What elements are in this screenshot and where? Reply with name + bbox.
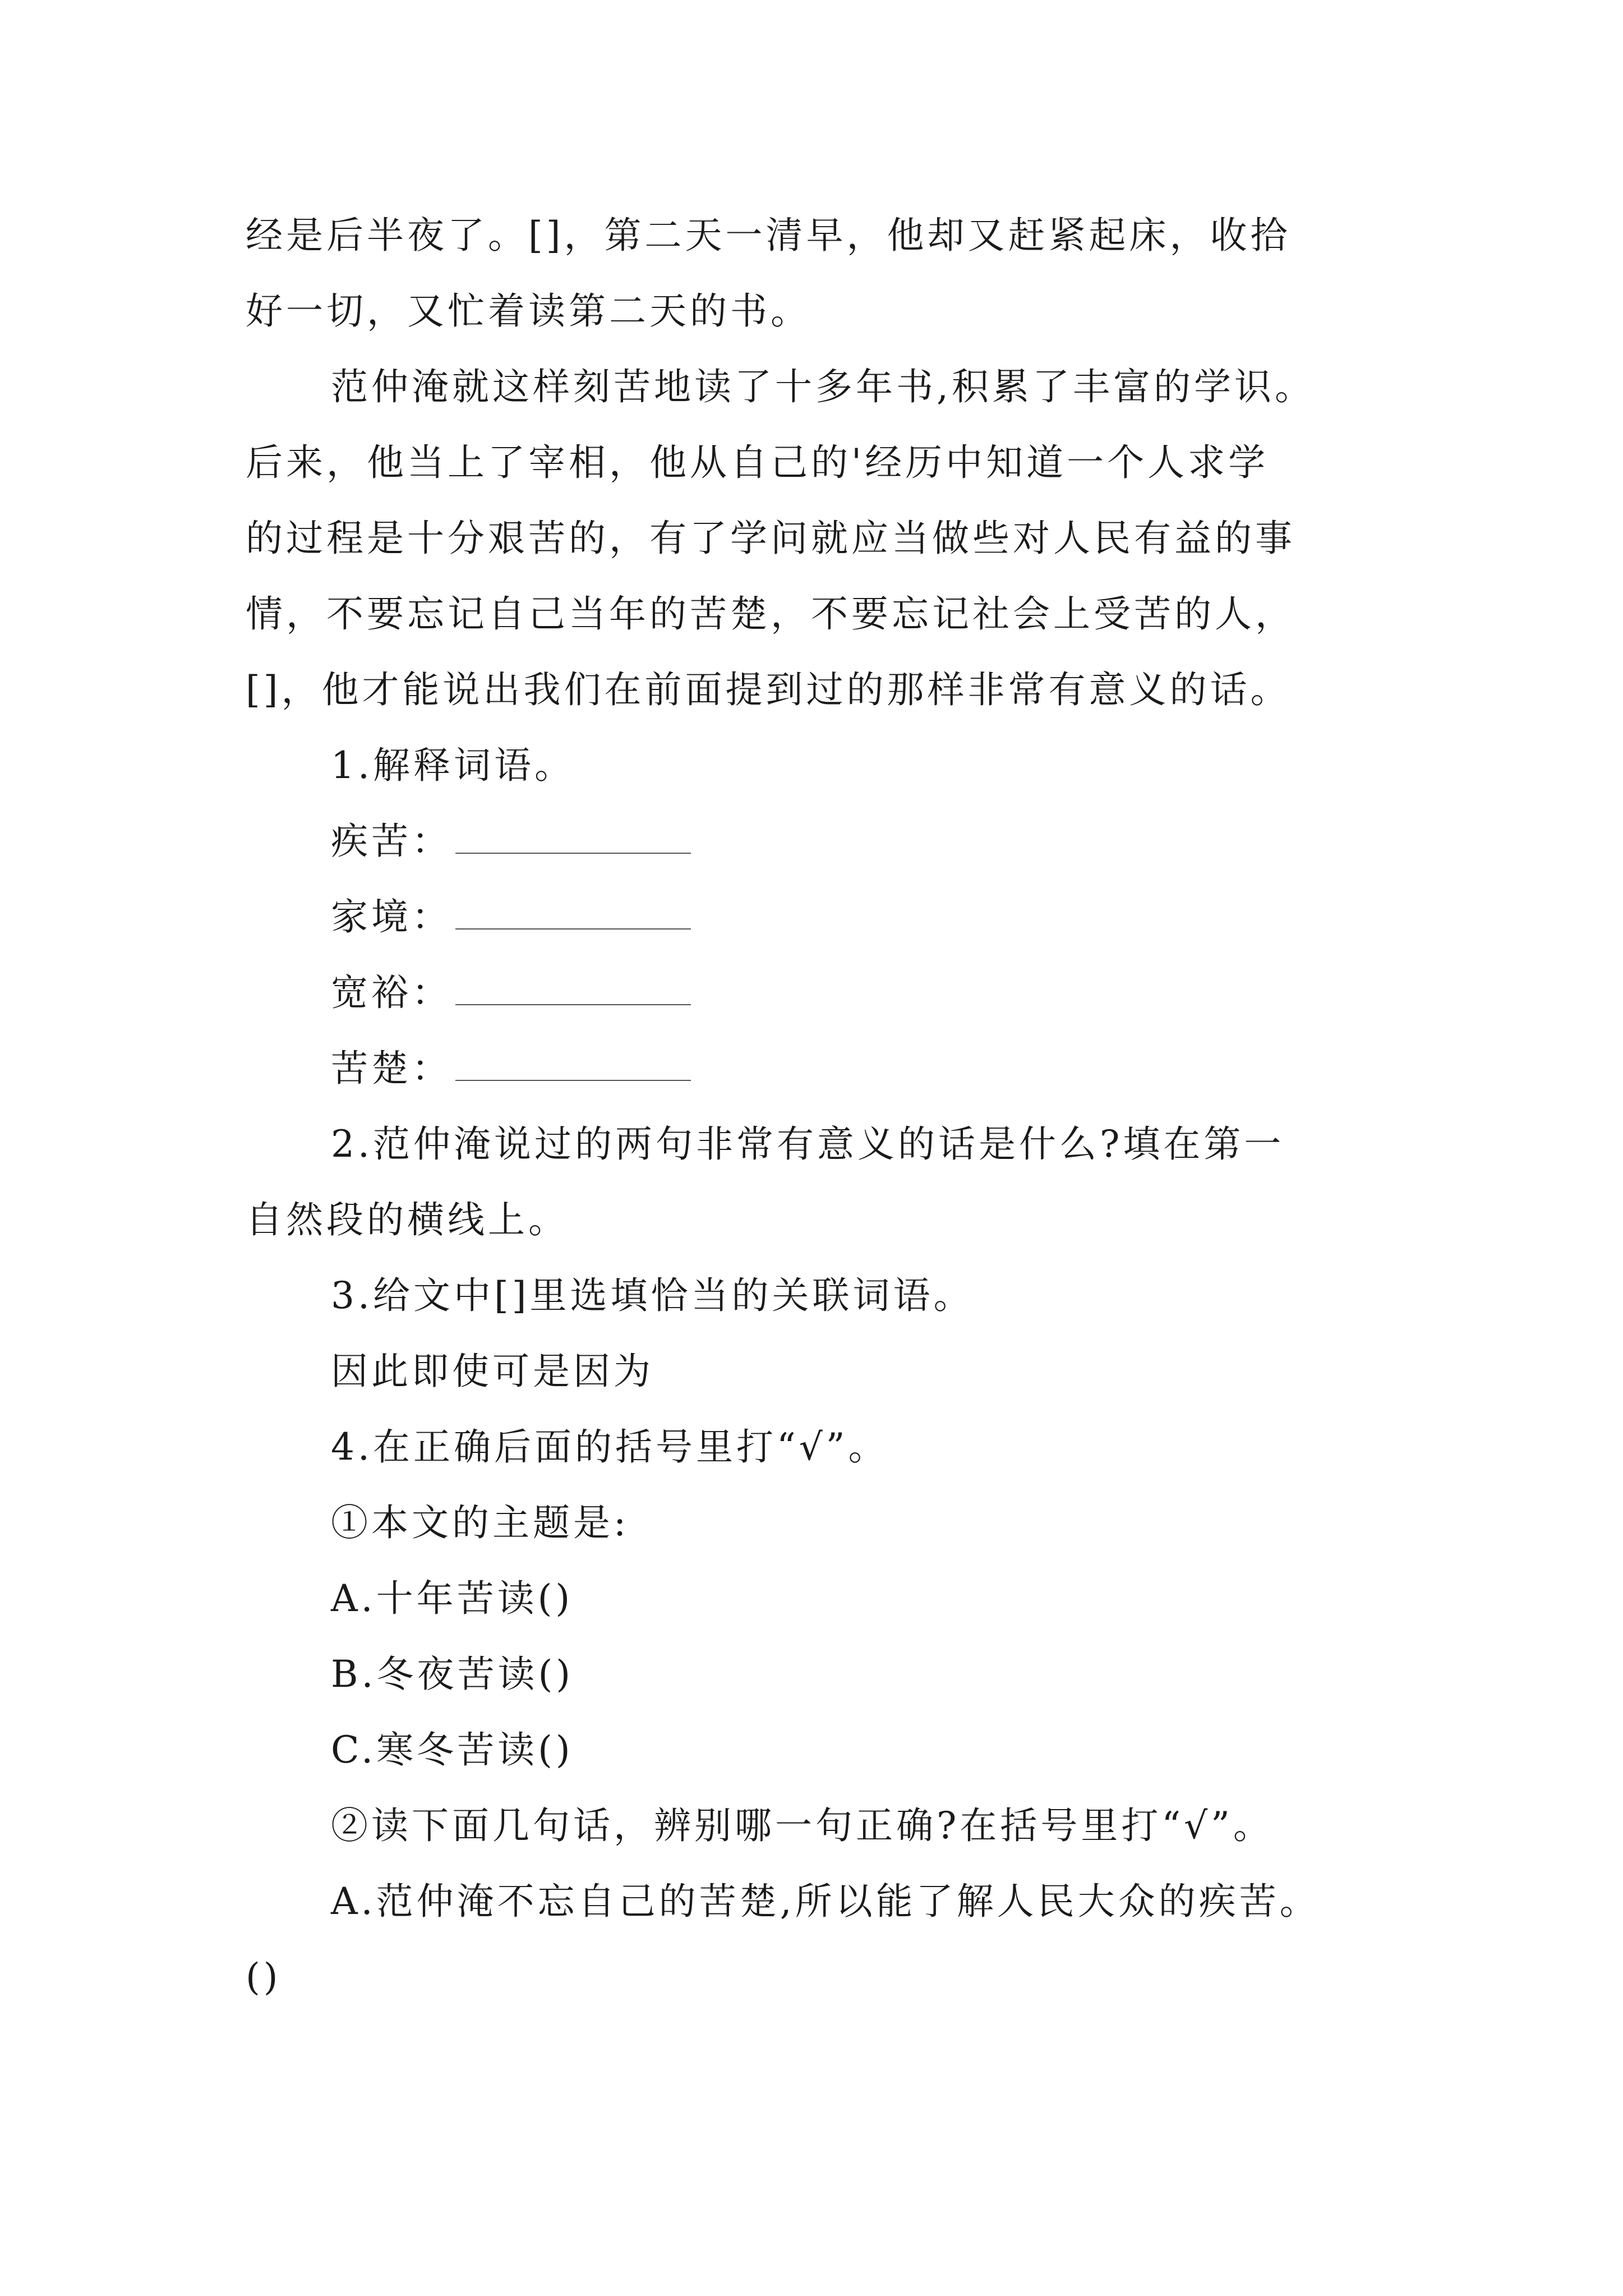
option-c: C.寒冬苦读(): [331, 1728, 574, 1772]
text-line: []，他才能说出我们在前面提到过的那样非常有意义的话。: [246, 668, 1291, 711]
vocab-item: [331, 892, 691, 942]
vocab-term: 苦楚：: [331, 1047, 452, 1090]
text-line: 经是后半夜了。[]，第二天一清早，他却又赶紧起床，收拾: [246, 214, 1291, 257]
text-line: 情，不要忘记自己当年的苦楚，不要忘记社会上受苦的人，: [246, 592, 1295, 636]
option-b: B.冬夜苦读(): [331, 1653, 574, 1696]
question-1-heading: 1.解释词语。: [331, 744, 575, 787]
vocab-term: 疾苦：: [331, 820, 452, 863]
text-line: 的过程是十分艰苦的，有了学问就应当做些对人民有益的事: [246, 517, 1295, 560]
answer-blank[interactable]: [455, 1046, 691, 1081]
sub-question-1: ①本文的主题是:: [331, 1501, 630, 1544]
option-a: A.十年苦读(): [331, 1577, 574, 1620]
text-line: 范仲淹就这样刻苦地读了十多年书,积累了丰富的学识。: [331, 365, 1315, 408]
statement-a: A.范仲淹不忘自己的苦楚,所以能了解人民大众的疾苦。: [331, 1880, 1320, 1923]
answer-blank[interactable]: [455, 970, 691, 1005]
text-line: 后来，他当上了宰相，他从自己的'经历中知道一个人求学: [246, 441, 1269, 484]
answer-blank[interactable]: [455, 819, 691, 854]
vocab-item: [331, 1043, 691, 1094]
conjunction-options: 因此即使可是因为: [331, 1350, 654, 1393]
answer-brackets: (): [246, 1955, 282, 1999]
sub-question-2: ②读下面几句话，辨别哪一句正确?在括号里打“√”。: [331, 1804, 1274, 1847]
answer-blank[interactable]: [455, 895, 691, 930]
question-3: 3.给文中[]里选填恰当的关联词语。: [331, 1274, 974, 1317]
question-4: 4.在正确后面的括号里打“√”。: [331, 1425, 889, 1469]
vocab-term: 宽裕：: [331, 971, 452, 1014]
vocab-item: [331, 968, 691, 1018]
text-line: 好一切，又忙着读第二天的书。: [246, 289, 811, 333]
question-2-cont: 自然段的横线上。: [246, 1198, 569, 1241]
question-2: 2.范仲淹说过的两句非常有意义的话是什么?填在第一: [331, 1122, 1285, 1166]
vocab-term: 家境：: [331, 895, 452, 938]
vocab-item: [331, 816, 691, 867]
